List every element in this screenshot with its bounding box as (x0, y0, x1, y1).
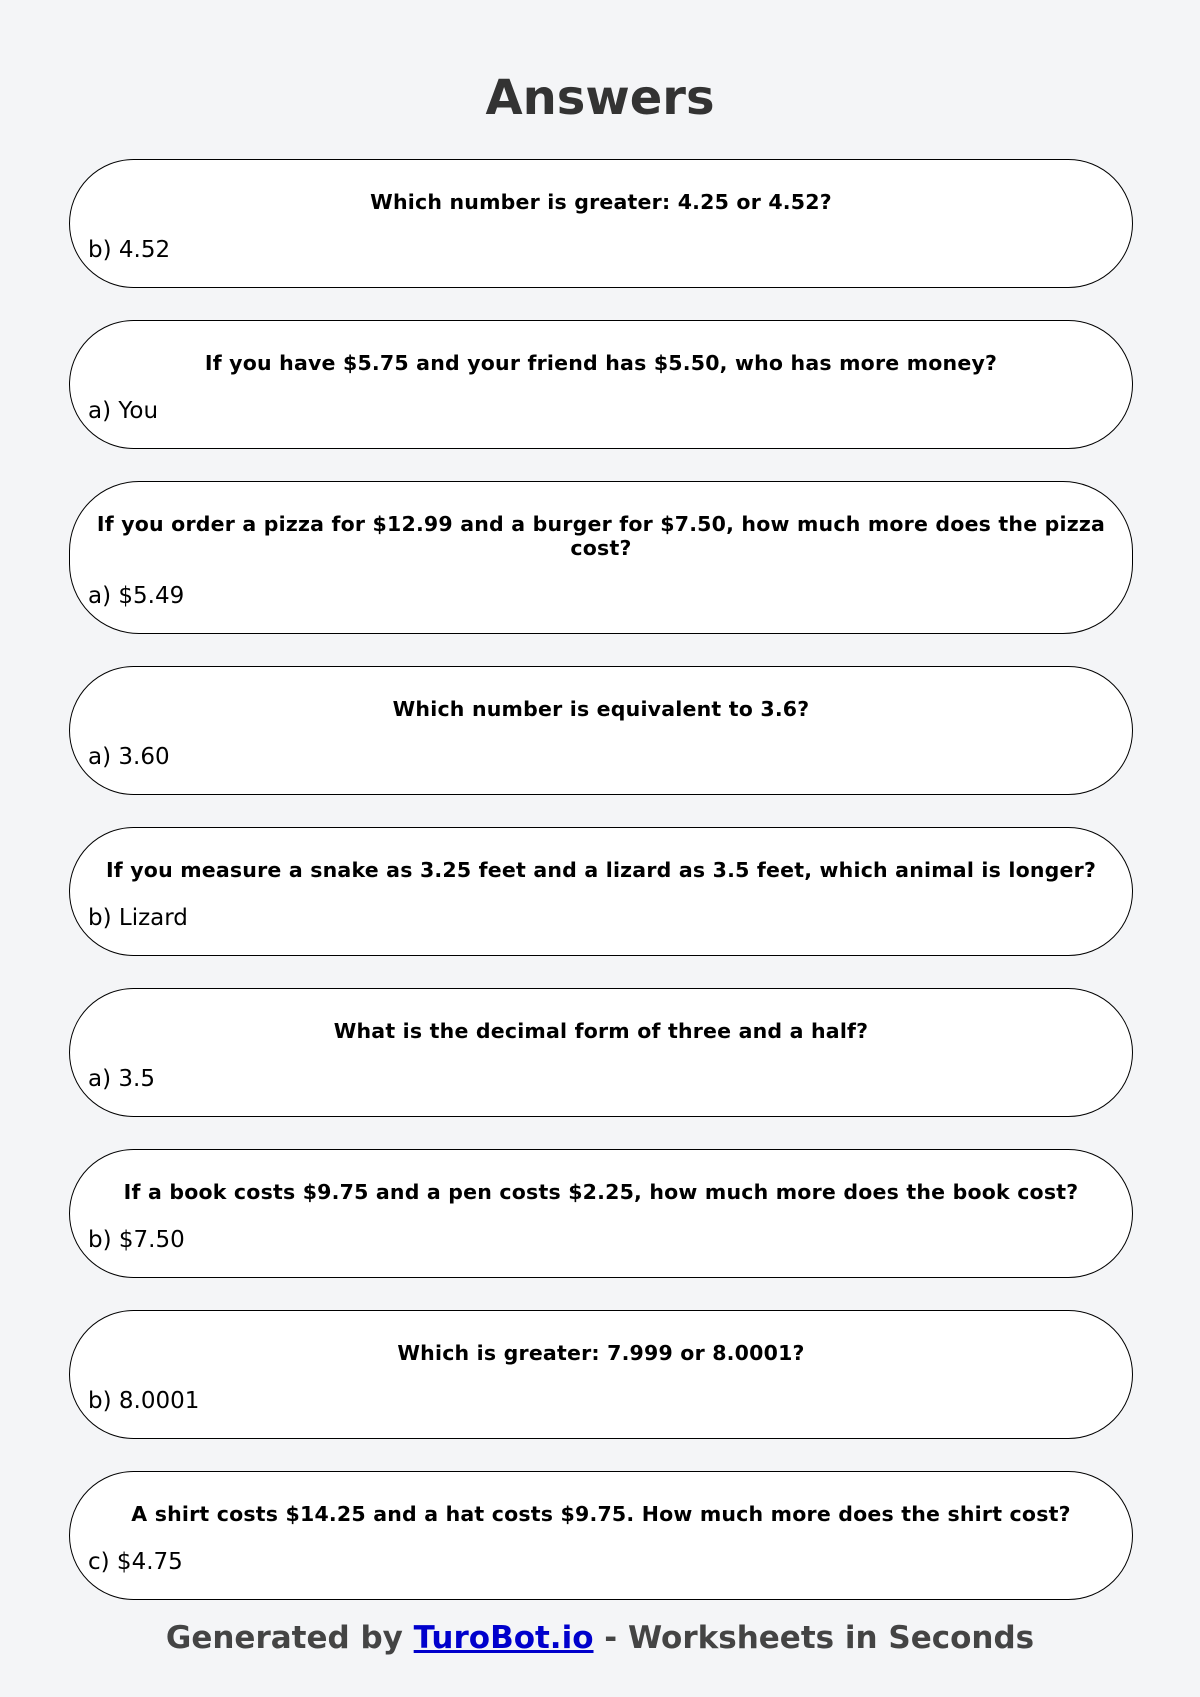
answer-text: a) 3.5 (88, 1066, 155, 1092)
question-text: Which number is equivalent to 3.6? (392, 697, 810, 721)
footer (0, 1618, 1200, 1658)
turobot-link[interactable]: TuroBot.io (413, 1620, 594, 1656)
answer-text: b) Lizard (88, 905, 188, 931)
answer-text: a) 3.60 (88, 744, 170, 770)
answer-card-6 (69, 988, 1133, 1117)
question-text: Which number is greater: 4.25 or 4.52? (370, 190, 832, 214)
answer-text: b) 4.52 (88, 237, 171, 263)
question-text: What is the decimal form of three and a half? (333, 1019, 869, 1043)
answer-text: a) You (88, 398, 159, 424)
question-text: A shirt costs $14.25 and a hat costs $9.75. How much more does the shirt cost? (131, 1502, 1071, 1526)
answer-card-3 (69, 481, 1133, 634)
answer-card-7 (69, 1149, 1133, 1278)
answer-text: a) $5.49 (88, 583, 185, 609)
answer-card-9 (69, 1471, 1133, 1600)
answer-card-5 (69, 827, 1133, 956)
question-text: If you have $5.75 and your friend has $5.50, who has more money? (204, 351, 998, 375)
footer-suffix: - Worksheets in Seconds (593, 1620, 1035, 1656)
answer-text: c) $4.75 (88, 1549, 183, 1575)
page-title: Answers (485, 70, 715, 126)
answer-list (69, 159, 1133, 1632)
answer-card-2 (69, 320, 1133, 449)
answer-text: b) $7.50 (88, 1227, 185, 1253)
footer-prefix: Generated by (165, 1620, 414, 1656)
answer-card-1 (69, 159, 1133, 288)
answer-text: b) 8.0001 (88, 1388, 200, 1414)
question-text: If a book costs $9.75 and a pen costs $2.25, how much more does the book cost? (123, 1180, 1079, 1204)
answer-card-8 (69, 1310, 1133, 1439)
question-text: Which is greater: 7.999 or 8.0001? (397, 1341, 805, 1365)
question-text: If you measure a snake as 3.25 feet and a lizard as 3.5 feet, which animal is longer? (105, 858, 1097, 882)
answer-card-4 (69, 666, 1133, 795)
question-text: If you order a pizza for $12.99 and a burger for $7.50, how much more does the pizza cost? (96, 512, 1106, 560)
